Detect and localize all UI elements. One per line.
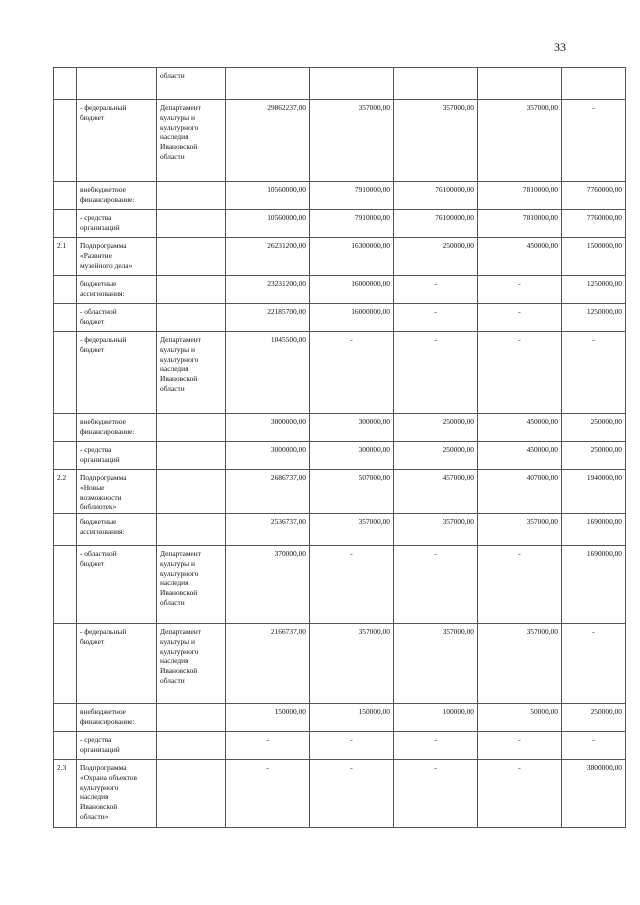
- department-cell: области: [157, 68, 226, 100]
- value-total-cell: 10560000,00: [226, 182, 310, 210]
- value-year2-cell: 357000,00: [394, 100, 478, 182]
- value-year4-cell: 1940000,00: [562, 470, 626, 514]
- row-number-cell: [54, 624, 77, 704]
- value-total-cell: 370000,00: [226, 546, 310, 624]
- value-year4-cell: 1250000,00: [562, 276, 626, 304]
- table-row: [54, 210, 626, 238]
- value-year1-cell: -: [310, 760, 394, 828]
- value-year4-cell: [562, 68, 626, 100]
- item-name-cell: Подпрограмма «Развитие музейного дела»: [77, 238, 157, 276]
- value-year3-cell: -: [478, 332, 562, 414]
- value-year3-cell: -: [478, 732, 562, 760]
- department-cell: [157, 276, 226, 304]
- value-year4-cell: 250000,00: [562, 442, 626, 470]
- value-year3-cell: 450000,00: [478, 238, 562, 276]
- item-name-cell: - средства организаций: [77, 442, 157, 470]
- value-year1-cell: 357000,00: [310, 100, 394, 182]
- value-year3-cell: 450000,00: [478, 442, 562, 470]
- department-cell: Департамент культуры и культурного наследия Ивановской области: [157, 100, 226, 182]
- value-year2-cell: 100000,00: [394, 704, 478, 732]
- value-year1-cell: [310, 68, 394, 100]
- item-name-cell: Подпрограмма «Новые возможности библиотек»: [77, 470, 157, 514]
- table-row: [54, 414, 626, 442]
- value-year2-cell: -: [394, 304, 478, 332]
- value-total-cell: 2166737,00: [226, 624, 310, 704]
- row-number-cell: 2.1: [54, 238, 77, 276]
- table-row: [54, 732, 626, 760]
- item-name-cell: - федеральный бюджет: [77, 100, 157, 182]
- value-year1-cell: 300000,00: [310, 414, 394, 442]
- row-number-cell: [54, 442, 77, 470]
- row-number-cell: 2.2: [54, 470, 77, 514]
- row-number-cell: [54, 68, 77, 100]
- department-cell: [157, 442, 226, 470]
- value-year4-cell: -: [562, 732, 626, 760]
- department-cell: [157, 238, 226, 276]
- table-row: [54, 304, 626, 332]
- department-cell: [157, 514, 226, 546]
- value-total-cell: 3000000,00: [226, 442, 310, 470]
- value-total-cell: 150000,00: [226, 704, 310, 732]
- value-year1-cell: 507000,00: [310, 470, 394, 514]
- value-year2-cell: -: [394, 760, 478, 828]
- value-year4-cell: 3800000,00: [562, 760, 626, 828]
- value-year4-cell: 1690000,00: [562, 514, 626, 546]
- value-year2-cell: [394, 68, 478, 100]
- table-row: [54, 442, 626, 470]
- value-total-cell: 2686737,00: [226, 470, 310, 514]
- value-total-cell: 1045500,00: [226, 332, 310, 414]
- table-row: [54, 624, 626, 704]
- value-year1-cell: -: [310, 546, 394, 624]
- item-name-cell: - средства организаций: [77, 210, 157, 238]
- value-year3-cell: 50000,00: [478, 704, 562, 732]
- value-year2-cell: 250000,00: [394, 238, 478, 276]
- row-number-cell: [54, 732, 77, 760]
- value-year2-cell: -: [394, 732, 478, 760]
- value-year2-cell: 357000,00: [394, 624, 478, 704]
- value-year2-cell: 250000,00: [394, 442, 478, 470]
- value-year4-cell: -: [562, 332, 626, 414]
- department-cell: [157, 414, 226, 442]
- value-year1-cell: 16000000,00: [310, 276, 394, 304]
- value-year4-cell: -: [562, 100, 626, 182]
- value-year2-cell: 357000,00: [394, 514, 478, 546]
- value-total-cell: 22185700,00: [226, 304, 310, 332]
- value-year2-cell: -: [394, 546, 478, 624]
- department-cell: [157, 732, 226, 760]
- department-cell: [157, 182, 226, 210]
- item-name-cell: внебюджетное финансирование:: [77, 182, 157, 210]
- value-year1-cell: 7910000,00: [310, 182, 394, 210]
- item-name-cell: внебюджетное финансирование:: [77, 414, 157, 442]
- item-name-cell: - средства организаций: [77, 732, 157, 760]
- value-year1-cell: 7910000,00: [310, 210, 394, 238]
- value-total-cell: 26231200,00: [226, 238, 310, 276]
- value-year4-cell: 250000,00: [562, 414, 626, 442]
- department-cell: [157, 470, 226, 514]
- table-row: [54, 514, 626, 546]
- item-name-cell: - федеральный бюджет: [77, 332, 157, 414]
- item-name-cell: бюджетные ассигнования:: [77, 276, 157, 304]
- value-year1-cell: 357000,00: [310, 514, 394, 546]
- value-total-cell: [226, 68, 310, 100]
- item-name-cell: внебюджетное финансирование:: [77, 704, 157, 732]
- value-year2-cell: 457000,00: [394, 470, 478, 514]
- row-number-cell: [54, 276, 77, 304]
- value-year4-cell: 250000,00: [562, 704, 626, 732]
- row-number-cell: 2.3: [54, 760, 77, 828]
- value-year3-cell: 357000,00: [478, 624, 562, 704]
- table-row: [54, 704, 626, 732]
- department-cell: [157, 304, 226, 332]
- row-number-cell: [54, 414, 77, 442]
- row-number-cell: [54, 304, 77, 332]
- department-cell: [157, 760, 226, 828]
- value-year4-cell: 7760000,00: [562, 210, 626, 238]
- value-year2-cell: 76100000,00: [394, 182, 478, 210]
- value-year4-cell: 1690000,00: [562, 546, 626, 624]
- row-number-cell: [54, 182, 77, 210]
- value-year2-cell: 76100000,00: [394, 210, 478, 238]
- value-total-cell: 23231200,00: [226, 276, 310, 304]
- value-year1-cell: 357000,00: [310, 624, 394, 704]
- table-row: [54, 100, 626, 182]
- budget-table: [53, 67, 626, 828]
- value-total-cell: -: [226, 760, 310, 828]
- row-number-cell: [54, 332, 77, 414]
- value-total-cell: 3000000,00: [226, 414, 310, 442]
- value-year3-cell: 407000,00: [478, 470, 562, 514]
- item-name-cell: [77, 68, 157, 100]
- value-total-cell: 10560000,00: [226, 210, 310, 238]
- department-cell: [157, 704, 226, 732]
- row-number-cell: [54, 514, 77, 546]
- value-year2-cell: -: [394, 276, 478, 304]
- value-year1-cell: 300000,00: [310, 442, 394, 470]
- table-row: [54, 238, 626, 276]
- value-year3-cell: 357000,00: [478, 100, 562, 182]
- row-number-cell: [54, 100, 77, 182]
- value-year2-cell: -: [394, 332, 478, 414]
- department-cell: [157, 210, 226, 238]
- value-year3-cell: [478, 68, 562, 100]
- item-name-cell: - областной бюджет: [77, 546, 157, 624]
- department-cell: Департамент культуры и культурного наследия Ивановской области: [157, 332, 226, 414]
- value-year4-cell: 7760000,00: [562, 182, 626, 210]
- value-year3-cell: 7810000,00: [478, 182, 562, 210]
- value-year3-cell: -: [478, 304, 562, 332]
- table-row: [54, 182, 626, 210]
- table-row: [54, 546, 626, 624]
- table-row: [54, 276, 626, 304]
- item-name-cell: бюджетные ассигнования:: [77, 514, 157, 546]
- value-year3-cell: 357000,00: [478, 514, 562, 546]
- value-year1-cell: -: [310, 732, 394, 760]
- value-year3-cell: -: [478, 546, 562, 624]
- department-cell: Департамент культуры и культурного наследия Ивановской области: [157, 624, 226, 704]
- item-name-cell: Подпрограмма «Охрана объектов культурного наследия Ивановской области»: [77, 760, 157, 828]
- table-row: [54, 332, 626, 414]
- table-row: [54, 68, 626, 100]
- value-total-cell: 29862237,00: [226, 100, 310, 182]
- value-year1-cell: -: [310, 332, 394, 414]
- value-year2-cell: 250000,00: [394, 414, 478, 442]
- item-name-cell: - федеральный бюджет: [77, 624, 157, 704]
- page-number: 33: [554, 40, 566, 54]
- item-name-cell: - областной бюджет: [77, 304, 157, 332]
- value-year1-cell: 150000,00: [310, 704, 394, 732]
- value-year4-cell: 1500000,00: [562, 238, 626, 276]
- value-year3-cell: 450000,00: [478, 414, 562, 442]
- value-total-cell: -: [226, 732, 310, 760]
- row-number-cell: [54, 704, 77, 732]
- row-number-cell: [54, 546, 77, 624]
- value-year3-cell: -: [478, 276, 562, 304]
- value-year3-cell: -: [478, 760, 562, 828]
- table-row: [54, 760, 626, 828]
- value-year3-cell: 7810000,00: [478, 210, 562, 238]
- value-total-cell: 2536737,00: [226, 514, 310, 546]
- department-cell: Департамент культуры и культурного наследия Ивановской области: [157, 546, 226, 624]
- table-row: [54, 470, 626, 514]
- value-year1-cell: 16300000,00: [310, 238, 394, 276]
- row-number-cell: [54, 210, 77, 238]
- value-year1-cell: 16000000,00: [310, 304, 394, 332]
- value-year4-cell: 1250000,00: [562, 304, 626, 332]
- value-year4-cell: -: [562, 624, 626, 704]
